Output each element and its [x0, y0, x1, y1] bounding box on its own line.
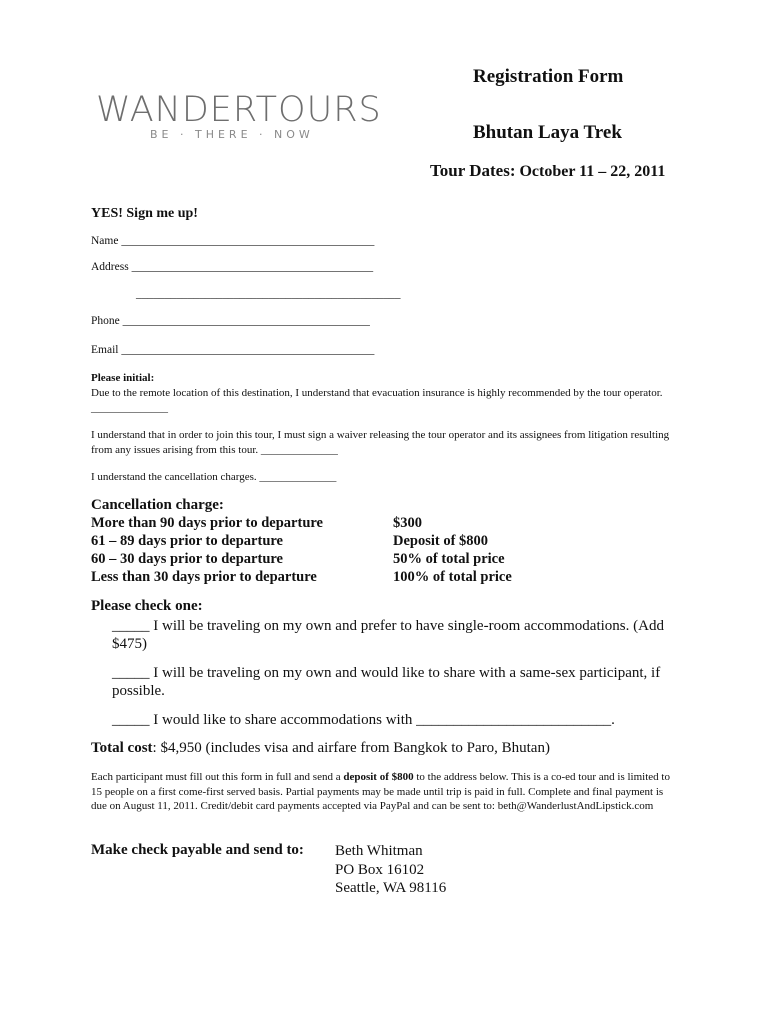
- cancellation-charge: 50% of total price: [393, 551, 505, 567]
- total-cost-label: Total cost: [91, 740, 153, 756]
- cancellation-charge: Deposit of $800: [393, 533, 489, 549]
- logo: WANDERTOURS: [96, 90, 382, 130]
- tour-dates: [430, 161, 665, 181]
- payment-label: Make check payable and send to:: [91, 842, 304, 858]
- mailing-address: [335, 842, 446, 898]
- payment-note: [91, 770, 681, 814]
- deposit-amount: deposit of $800: [343, 771, 414, 783]
- total-cost: [91, 740, 550, 757]
- waiver-initial[interactable]: I understand that in order to join this tour, I must sign a waiver releasing the tour operator and its assignees from litigation resulting from any issues arising from this tour. ______________: [91, 429, 670, 456]
- cancellation-heading: Cancellation charge:: [91, 497, 224, 513]
- trip-name: Bhutan Laya Trek: [473, 122, 622, 143]
- tour-dates-label: Tour Dates:: [430, 161, 516, 180]
- name-field[interactable]: Name ____________________________________________: [91, 235, 375, 247]
- evacuation-initial[interactable]: Due to the remote location of this destination, I understand that evacuation insurance is highly recommended by the tour operator. ______________: [91, 387, 663, 414]
- email-field[interactable]: Email ____________________________________________: [91, 344, 375, 356]
- city-state-zip: Seattle, WA 98116: [335, 880, 447, 896]
- check-one-heading: Please check one:: [91, 598, 203, 614]
- note-text-continued: to the address below. This is a co-ed tour and is limited to 15 people on a first come-first served basis. Partial payments may be made until trip is paid in full. Complete and final payment is due on August 11, 2011. Credit/debit card payments accepted via PayPal and can be sent to: beth@WanderlustAndLipstick.com: [91, 771, 670, 812]
- share-with-option[interactable]: _____ I would like to share accommodations with __________________________.: [112, 712, 615, 728]
- form-title: Registration Form: [473, 66, 624, 87]
- cancellation-period: More than 90 days prior to departure: [91, 515, 323, 531]
- total-cost-value: : $4,950 (includes visa and airfare from Bangkok to Paro, Bhutan): [152, 740, 550, 756]
- initial-heading: Please initial:: [91, 372, 155, 384]
- phone-field[interactable]: Phone ___________________________________________: [91, 315, 370, 327]
- cancellation-initial[interactable]: I understand the cancellation charges. ______________: [91, 471, 337, 483]
- note-text: Each participant must fill out this form in full and send a: [91, 771, 344, 783]
- address-field[interactable]: Address __________________________________________: [91, 261, 374, 273]
- share-same-sex-option[interactable]: _____ I will be traveling on my own and would like to share with a same-sex participant, if possible.: [112, 665, 661, 699]
- cancellation-period: Less than 30 days prior to departure: [91, 569, 317, 585]
- cancellation-period: 61 – 89 days prior to departure: [91, 533, 283, 549]
- address-line2-field[interactable]: ______________________________________________: [136, 288, 401, 300]
- tour-dates-value: October 11 – 22, 2011: [519, 163, 666, 180]
- logo-tagline: BE · THERE · NOW: [150, 128, 314, 141]
- cancellation-charge: 100% of total price: [393, 569, 512, 585]
- po-box: PO Box 16102: [335, 861, 425, 878]
- single-room-option[interactable]: _____ I will be traveling on my own and prefer to have single-room accommodations. (Add $475): [112, 618, 664, 652]
- cancellation-charge: $300: [393, 515, 422, 531]
- signup-heading: YES! Sign me up!: [91, 206, 198, 221]
- payee-name: Beth Whitman: [335, 843, 423, 859]
- cancellation-period: 60 – 30 days prior to departure: [91, 551, 283, 567]
